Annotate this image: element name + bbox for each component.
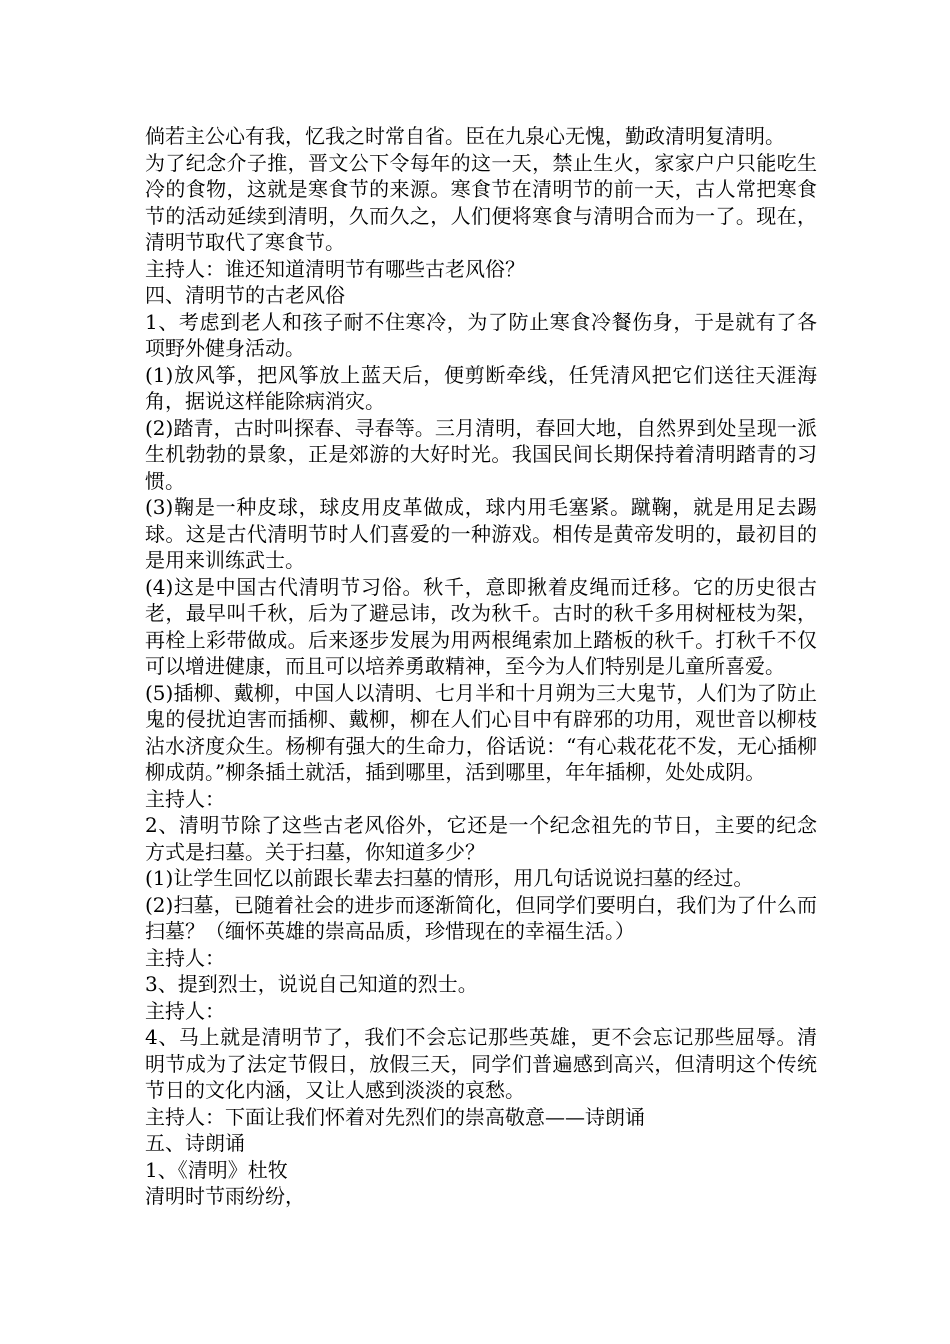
poem-title: 1、《清明》杜牧 [145,1157,288,1182]
document-body [145,123,817,1210]
paragraph-host-question: 主持人：谁还知道清明节有哪些古老风俗？ [145,256,525,281]
paragraph-host-label: 主持人： [145,786,225,811]
paragraph-cold-food-origin: 为了纪念介子推，晋文公下令每年的这一天，禁止生火，家家户户只能吃生冷的食物，这就是寒食节的来源。寒食节在清明节的前一天，古人常把寒食节的活动延续到清明，久而久之，人们便将寒食与清明合而为一了。现在，清明节取代了寒食节。 [145,150,817,254]
paragraph-why-sweep: (2)扫墓，已随着社会的进步而逐渐简化，但同学们要明白，我们为了什么而扫墓？（缅怀英雄的崇高品质，珍惜现在的幸福生活。） [145,892,817,943]
paragraph-outdoor-activities: 1、考虑到老人和孩子耐不住寒冷，为了防止寒食冷餐伤身，于是就有了各项野外健身活动。 [145,309,817,360]
section-heading-customs: 四、清明节的古老风俗 [145,283,345,307]
paragraph-martyrs: 3、提到烈士，说说自己知道的烈士。 [145,972,478,996]
paragraph-holiday: 4、马上就是清明节了，我们不会忘记那些英雄，更不会忘记那些屈辱。清明节成为了法定节假日，放假三天，同学们普遍感到高兴，但清明这个传统节日的文化内涵，又让人感到淡淡的哀愁。 [145,1025,817,1102]
paragraph-poem-ending: 倘若主公心有我，忆我之时常自省。臣在九泉心无愧，勤政清明复清明。 [145,124,785,148]
paragraph-cuju: (3)鞠是一种皮球，球皮用皮革做成，球内用毛塞紧。蹴鞠，就是用足去踢球。这是古代清明节时人们喜爱的一种游戏。相传是黄帝发明的，最初目的是用来训练武士。 [145,495,817,572]
paragraph-recall-experience: (1)让学生回忆以前跟长辈去扫墓的情形，用几句话说说扫墓的经过。 [145,866,754,890]
paragraph-swing: (4)这是中国古代清明节习俗。秋千，意即揪着皮绳而迁移。它的历史很古老，最早叫千秋，后为了避忌讳，改为秋千。古时的秋千多用树桠枝为架，再栓上彩带做成。后来逐步发展为用两根绳索加上踏板的秋千。打秋千不仅可以增进健康，而且可以培养勇敢精神，至今为人们特别是儿童所喜爱。 [145,574,817,678]
paragraph-willow: (5)插柳、戴柳，中国人以清明、七月半和十月朔为三大鬼节，人们为了防止鬼的侵扰迫害而插柳、戴柳，柳在人们心目中有辟邪的功用，观世音以柳枝沾水济度众生。杨柳有强大的生命力，俗话说：“有心栽花花不发，无心插柳柳成荫。”柳条插土就活，插到哪里，活到哪里，年年插柳，处处成阴。 [145,680,817,784]
section-heading-recitation: 五、诗朗诵 [145,1131,245,1155]
poem-line: 清明时节雨纷纷， [145,1184,305,1208]
paragraph-tomb-sweeping: 2、清明节除了这些古老风俗外，它还是一个纪念祖先的节日，主要的纪念方式是扫墓。关于扫墓，你知道多少？ [145,813,817,864]
paragraph-host-label: 主持人： [145,998,225,1023]
paragraph-spring-outing: (2)踏青，古时叫探春、寻春等。三月清明，春回大地，自然界到处呈现一派生机勃勃的景象，正是郊游的大好时光。我国民间长期保持着清明踏青的习惯。 [145,415,817,493]
paragraph-host-label: 主持人： [145,945,225,970]
paragraph-kite-flying: (1)放风筝，把风筝放上蓝天后，便剪断牵线，任凭清风把它们送往天涯海角，据说这样能除病消灾。 [145,362,817,413]
paragraph-host-recitation: 主持人：下面让我们怀着对先烈们的崇高敬意——诗朗诵 [145,1104,645,1129]
